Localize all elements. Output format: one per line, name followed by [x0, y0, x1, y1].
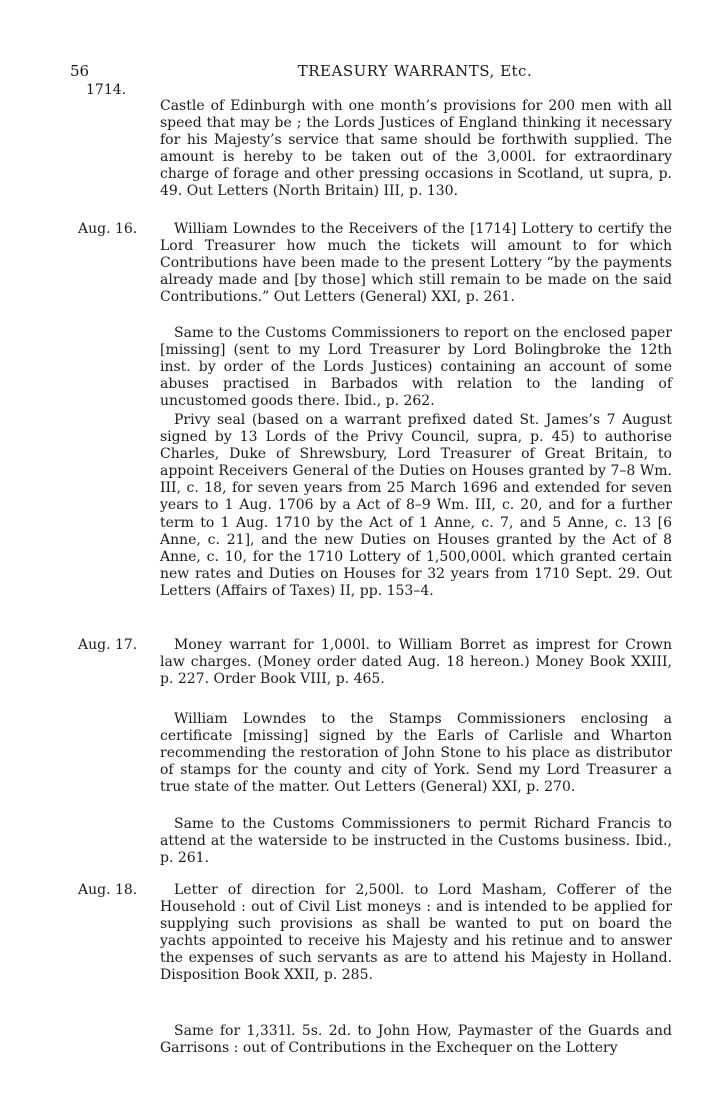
entry-text: Same to the Customs Commissioners to permit Richard Francis to attend at the waterside to be instructed in the Customs business. Ibid., p. 261.: [160, 816, 672, 867]
entry-text: Castle of Edinburgh with one month’s provisions for 200 men with all speed that may be ; the Lords Justices of England thinking it necessary for his Majesty’s service that same should be forthwith supplied. The amount is hereby to be taken out of the 3,000l. for extraordinary charge of forage and other pressing occasions in Scotland, ut supra, p. 49. Out Letters (North Britain) III, p. 130.: [160, 98, 672, 200]
entry-text: Privy seal (based on a warrant prefixed dated St. James’s 7 August signed by 13 Lords of the Privy Council, supra, p. 45) to authorise Charles, Duke of Shrewsbury, Lord Treasurer of Great Britain, to appoint Receivers General of the Duties on Houses granted by 7–8 Wm. III, c. 18, for seven years from 25 March 1696 and extended for seven years to 1 Aug. 1706 by a Act of 8–9 Wm. III, c. 20, and for a further term to 1 Aug. 1710 by the Act of 1 Anne, c. 7, and 5 Anne, c. 13 [6 Anne, c. 21], and the new Duties on Houses granted by the Act of 8 Anne, c. 10, for the 1710 Lottery of 1,500,000l. which granted certain new rates and Duties on Houses for 32 years from 1710 Sept. 29. Out Letters (Affairs of Taxes) II, pp. 153–4.: [160, 412, 672, 599]
page-header: [70, 62, 670, 86]
entry-text: Money warrant for 1,000l. to William Borret as imprest for Crown law charges. (Money order dated Aug. 18 hereon.) Money Book XXIII, p. 227. Order Book VIII, p. 465.: [160, 637, 672, 688]
entry-text: Letter of direction for 2,500l. to Lord Masham, Cofferer of the Household : out of Civil List moneys : and is intended to be applied for supplying such provisions as shall be wanted to put on board the yachts appointed to receive his Majesty and his retinue and to answer the expenses of such servants as are to attend his Majesty in Holland. Disposition Book XXII, p. 285.: [160, 882, 672, 984]
entry-text: William Lowndes to the Stamps Commissioners enclosing a certificate [missing] signed by the Earls of Carlisle and Wharton recommending the restoration of John Stone to his place as distributor of stamps for the county and city of York. Send my Lord Treasurer a true state of the matter. Out Letters (General) XXI, p. 270.: [160, 711, 672, 796]
entry-text: Same to the Customs Commissioners to report on the enclosed paper [missing] (sent to my Lord Treasurer by Lord Bolingbroke the 12th inst. by order of the Lords Justices) containing an account of some abuses practised in Barbados with relation to the landing of uncustomed goods there. Ibid., p. 262.: [160, 325, 672, 410]
running-title: TREASURY WARRANTS, Etc.: [297, 62, 533, 80]
entry-date: Aug. 17.: [78, 637, 138, 653]
margin-year: 1714.: [86, 82, 127, 98]
entry-text: William Lowndes to the Receivers of the [1714] Lottery to certify the Lord Treasurer how much the tickets will amount to for which Contributions have been made to the present Lottery “by the payments already made and [by those] which still remain to be made on the said Contributions.” Out Letters (General) XXI, p. 261.: [160, 221, 672, 306]
entry-date: Aug. 18.: [78, 882, 138, 898]
page-number: 56: [70, 62, 90, 80]
entry-text: Same for 1,331l. 5s. 2d. to John How, Paymaster of the Guards and Garrisons : out of Contributions in the Exchequer on the Lottery: [160, 1023, 672, 1057]
entry-date: Aug. 16.: [78, 221, 138, 237]
